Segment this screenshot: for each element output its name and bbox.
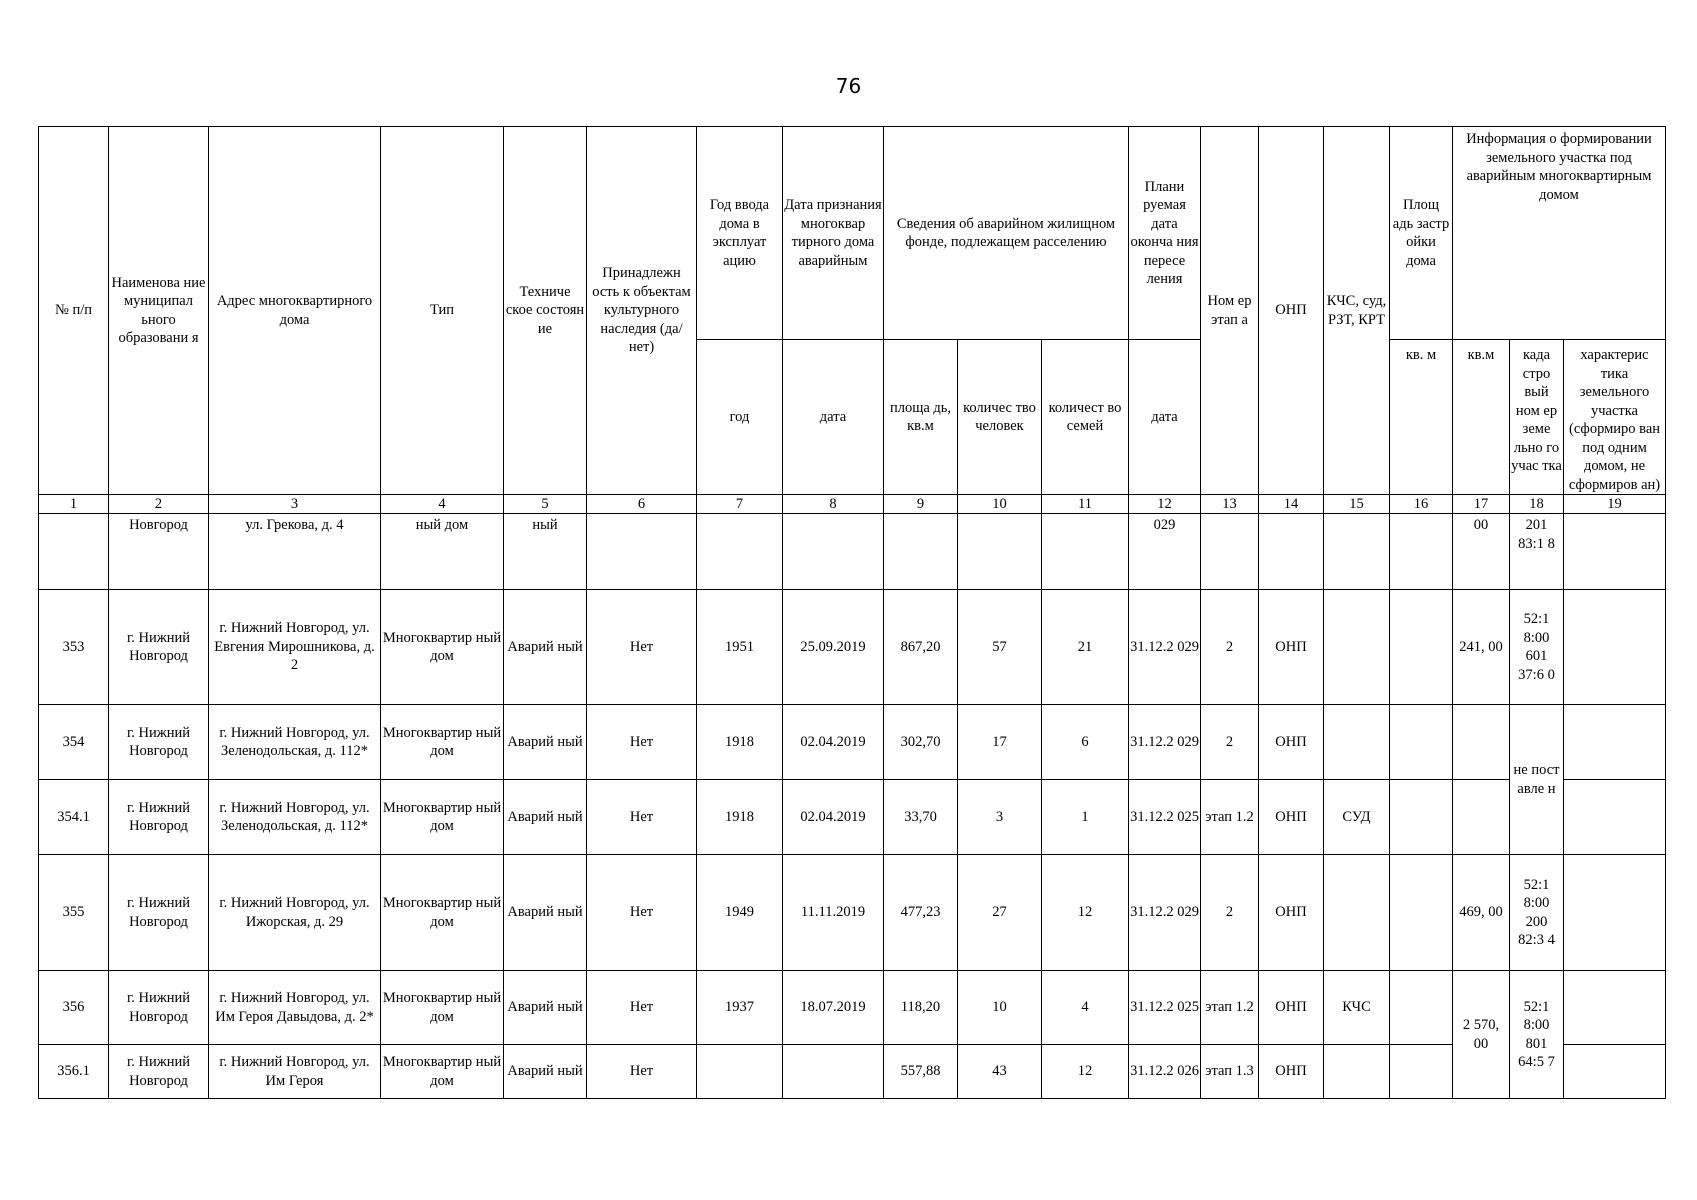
cell-people: 57 bbox=[958, 590, 1042, 705]
cell-heritage: Нет bbox=[587, 780, 697, 855]
cell-planned-date: 029 bbox=[1129, 514, 1201, 590]
cell-stage: этап 1.2 bbox=[1201, 971, 1259, 1045]
cell-characteristic bbox=[1564, 855, 1666, 971]
cell-kchs bbox=[1324, 1045, 1390, 1099]
header-address: Адрес многоквартирного дома bbox=[209, 127, 381, 495]
cell-type: ный дом bbox=[381, 514, 504, 590]
column-number: 9 bbox=[884, 495, 958, 514]
cell-type: Многоквартир ный дом bbox=[381, 855, 504, 971]
header-sub-families: количест во семей bbox=[1042, 340, 1129, 495]
cell-heritage bbox=[587, 514, 697, 590]
cell-technical-state: Аварий ный bbox=[504, 780, 587, 855]
header-stage-number: Ном ер этап а bbox=[1201, 127, 1259, 495]
cell-planned-date: 31.12.2 025 bbox=[1129, 971, 1201, 1045]
cell-municipality: г. Нижний Новгород bbox=[109, 855, 209, 971]
cell-technical-state: Аварий ный bbox=[504, 855, 587, 971]
cell-stage: 2 bbox=[1201, 855, 1259, 971]
cell-building-area bbox=[1390, 1045, 1453, 1099]
cell-stage: 2 bbox=[1201, 590, 1259, 705]
header-cultural-heritage: Принадлежн ость к объектам культурного наследия (да/нет) bbox=[587, 127, 697, 495]
cell-plot-area: 469, 00 bbox=[1453, 855, 1510, 971]
cell-heritage: Нет bbox=[587, 705, 697, 780]
header-onp: ОНП bbox=[1259, 127, 1324, 495]
cell-number: 355 bbox=[39, 855, 109, 971]
header-sub-date: дата bbox=[783, 340, 884, 495]
cell-building-area bbox=[1390, 590, 1453, 705]
cell-onp: ОНП bbox=[1259, 971, 1324, 1045]
cell-area: 302,70 bbox=[884, 705, 958, 780]
cell-address: г. Нижний Новгород, ул. Евгения Мирошникова, д. 2 bbox=[209, 590, 381, 705]
cell-address: г. Нижний Новгород, ул. Ижорская, д. 29 bbox=[209, 855, 381, 971]
cell-kchs bbox=[1324, 590, 1390, 705]
cell-stage: этап 1.3 bbox=[1201, 1045, 1259, 1099]
cell-type: Многоквартир ный дом bbox=[381, 780, 504, 855]
header-sub-building-area-unit: кв. м bbox=[1390, 340, 1453, 495]
cell-municipality: Новгород bbox=[109, 514, 209, 590]
column-number: 7 bbox=[697, 495, 783, 514]
cell-cadastral-merged: 52:1 8:00 801 64:5 7 bbox=[1510, 971, 1564, 1099]
cell-address: г. Нижний Новгород, ул. Зеленодольская, д. 112* bbox=[209, 780, 381, 855]
column-number: 1 bbox=[39, 495, 109, 514]
header-sub-area: площа дь, кв.м bbox=[884, 340, 958, 495]
cell-building-area bbox=[1390, 514, 1453, 590]
cell-technical-state: Аварий ный bbox=[504, 1045, 587, 1099]
cell-families: 6 bbox=[1042, 705, 1129, 780]
cell-families: 21 bbox=[1042, 590, 1129, 705]
column-number: 3 bbox=[209, 495, 381, 514]
cell-address: ул. Грекова, д. 4 bbox=[209, 514, 381, 590]
cell-date: 18.07.2019 bbox=[783, 971, 884, 1045]
header-planned-end-date: Плани руемая дата оконча ния пересе ления bbox=[1129, 127, 1201, 340]
cell-number: 354.1 bbox=[39, 780, 109, 855]
table-row bbox=[39, 1045, 1666, 1099]
column-number: 14 bbox=[1259, 495, 1324, 514]
cell-date: 02.04.2019 bbox=[783, 705, 884, 780]
table-row bbox=[39, 780, 1666, 855]
cell-plot-area bbox=[1453, 705, 1510, 780]
cell-stage: 2 bbox=[1201, 705, 1259, 780]
header-sub-year: год bbox=[697, 340, 783, 495]
cell-building-area bbox=[1390, 971, 1453, 1045]
table-row bbox=[39, 855, 1666, 971]
cell-technical-state: Аварий ный bbox=[504, 705, 587, 780]
column-number: 5 bbox=[504, 495, 587, 514]
cell-area: 867,20 bbox=[884, 590, 958, 705]
cell-onp: ОНП bbox=[1259, 705, 1324, 780]
cell-onp: ОНП bbox=[1259, 1045, 1324, 1099]
header-type: Тип bbox=[381, 127, 504, 495]
cell-address: г. Нижний Новгород, ул. Им Героя Давыдова, д. 2* bbox=[209, 971, 381, 1045]
table-row bbox=[39, 590, 1666, 705]
column-number: 17 bbox=[1453, 495, 1510, 514]
cell-cadastral: 52:1 8:00 200 82:3 4 bbox=[1510, 855, 1564, 971]
cell-year: 1951 bbox=[697, 590, 783, 705]
column-number: 18 bbox=[1510, 495, 1564, 514]
header-sub-people: количес тво человек bbox=[958, 340, 1042, 495]
cell-stage: этап 1.2 bbox=[1201, 780, 1259, 855]
cell-planned-date: 31.12.2 029 bbox=[1129, 705, 1201, 780]
header-number: № п/п bbox=[39, 127, 109, 495]
cell-people: 3 bbox=[958, 780, 1042, 855]
cell-stage bbox=[1201, 514, 1259, 590]
table-row bbox=[39, 971, 1666, 1045]
cell-planned-date: 31.12.2 026 bbox=[1129, 1045, 1201, 1099]
cell-onp: ОНП bbox=[1259, 780, 1324, 855]
cell-municipality: г. Нижний Новгород bbox=[109, 590, 209, 705]
cell-number: 354 bbox=[39, 705, 109, 780]
cell-building-area bbox=[1390, 780, 1453, 855]
cell-year: 1918 bbox=[697, 705, 783, 780]
header-building-area: Площ адь застр ойки дома bbox=[1390, 127, 1453, 340]
cell-characteristic bbox=[1564, 971, 1666, 1045]
header-commission-year: Год ввода дома в эксплуат ацию bbox=[697, 127, 783, 340]
header-sub-plot-area-unit: кв.м bbox=[1453, 340, 1510, 495]
cell-municipality: г. Нижний Новгород bbox=[109, 780, 209, 855]
cell-people: 27 bbox=[958, 855, 1042, 971]
cell-building-area bbox=[1390, 705, 1453, 780]
cell-number bbox=[39, 514, 109, 590]
cell-planned-date: 31.12.2 025 bbox=[1129, 780, 1201, 855]
cell-number: 356 bbox=[39, 971, 109, 1045]
cell-planned-date: 31.12.2 029 bbox=[1129, 590, 1201, 705]
cell-people bbox=[958, 514, 1042, 590]
cell-plot-area: 00 bbox=[1453, 514, 1510, 590]
cell-date bbox=[783, 514, 884, 590]
cell-type: Многоквартир ный дом bbox=[381, 971, 504, 1045]
cell-characteristic bbox=[1564, 1045, 1666, 1099]
cell-address: г. Нижний Новгород, ул. Зеленодольская, д. 112* bbox=[209, 705, 381, 780]
cell-characteristic bbox=[1564, 590, 1666, 705]
cell-cadastral: 52:1 8:00 601 37:6 0 bbox=[1510, 590, 1564, 705]
cell-date bbox=[783, 1045, 884, 1099]
cell-plot-area: 241, 00 bbox=[1453, 590, 1510, 705]
cell-year: 1949 bbox=[697, 855, 783, 971]
cell-onp: ОНП bbox=[1259, 855, 1324, 971]
emergency-housing-table bbox=[38, 126, 1666, 1099]
cell-characteristic bbox=[1564, 514, 1666, 590]
cell-people: 10 bbox=[958, 971, 1042, 1045]
cell-year bbox=[697, 514, 783, 590]
cell-building-area bbox=[1390, 855, 1453, 971]
column-number: 2 bbox=[109, 495, 209, 514]
column-number: 4 bbox=[381, 495, 504, 514]
cell-characteristic bbox=[1564, 705, 1666, 780]
column-number: 19 bbox=[1564, 495, 1666, 514]
cell-plot-area bbox=[1453, 780, 1510, 855]
cell-onp bbox=[1259, 514, 1324, 590]
column-number: 13 bbox=[1201, 495, 1259, 514]
cell-area bbox=[884, 514, 958, 590]
column-number: 16 bbox=[1390, 495, 1453, 514]
cell-year: 1918 bbox=[697, 780, 783, 855]
cell-area: 33,70 bbox=[884, 780, 958, 855]
cell-type: Многоквартир ный дом bbox=[381, 1045, 504, 1099]
header-plot-characteristic: характерис тика земельного участка (сформиро ван под одним домом, не сформиров ан) bbox=[1564, 340, 1666, 495]
header-emergency-fund-group: Сведения об аварийном жилищном фонде, подлежащем расселению bbox=[884, 127, 1129, 340]
column-number: 6 bbox=[587, 495, 697, 514]
column-number: 8 bbox=[783, 495, 884, 514]
cell-kchs bbox=[1324, 855, 1390, 971]
cell-technical-state: ный bbox=[504, 514, 587, 590]
cell-people: 43 bbox=[958, 1045, 1042, 1099]
cell-kchs bbox=[1324, 705, 1390, 780]
cell-onp: ОНП bbox=[1259, 590, 1324, 705]
cell-cadastral-merged: не пост авле н bbox=[1510, 705, 1564, 855]
cell-heritage: Нет bbox=[587, 590, 697, 705]
cell-cadastral: 201 83:1 8 bbox=[1510, 514, 1564, 590]
table-row-continuation bbox=[39, 514, 1666, 590]
table-row bbox=[39, 705, 1666, 780]
cell-address: г. Нижний Новгород, ул. Им Героя bbox=[209, 1045, 381, 1099]
cell-area: 557,88 bbox=[884, 1045, 958, 1099]
header-cadastral-number: када стро вый ном ер земе льно го учас тка bbox=[1510, 340, 1564, 495]
cell-kchs: КЧС bbox=[1324, 971, 1390, 1045]
cell-year bbox=[697, 1045, 783, 1099]
cell-families: 12 bbox=[1042, 1045, 1129, 1099]
cell-plot-area-merged: 2 570, 00 bbox=[1453, 971, 1510, 1099]
cell-year: 1937 bbox=[697, 971, 783, 1045]
cell-type: Многоквартир ный дом bbox=[381, 705, 504, 780]
column-number: 12 bbox=[1129, 495, 1201, 514]
cell-area: 477,23 bbox=[884, 855, 958, 971]
cell-characteristic bbox=[1564, 780, 1666, 855]
cell-kchs bbox=[1324, 514, 1390, 590]
column-number: 11 bbox=[1042, 495, 1129, 514]
header-sub-planned-date: дата bbox=[1129, 340, 1201, 495]
cell-kchs: СУД bbox=[1324, 780, 1390, 855]
header-emergency-date: Дата признания многоквар тирного дома аварийным bbox=[783, 127, 884, 340]
cell-number: 353 bbox=[39, 590, 109, 705]
cell-type: Многоквартир ный дом bbox=[381, 590, 504, 705]
cell-families: 1 bbox=[1042, 780, 1129, 855]
cell-municipality: г. Нижний Новгород bbox=[109, 705, 209, 780]
column-number-row bbox=[39, 495, 1666, 514]
cell-planned-date: 31.12.2 029 bbox=[1129, 855, 1201, 971]
column-number: 10 bbox=[958, 495, 1042, 514]
cell-number: 356.1 bbox=[39, 1045, 109, 1099]
page-number: 76 bbox=[835, 74, 862, 98]
cell-families: 12 bbox=[1042, 855, 1129, 971]
header-land-plot-group: Информация о формировании земельного участка под аварийным многоквартирным домом bbox=[1453, 127, 1666, 340]
header-technical-state: Техниче ское состоян ие bbox=[504, 127, 587, 495]
cell-technical-state: Аварий ный bbox=[504, 590, 587, 705]
column-number: 15 bbox=[1324, 495, 1390, 514]
cell-municipality: г. Нижний Новгород bbox=[109, 1045, 209, 1099]
cell-date: 11.11.2019 bbox=[783, 855, 884, 971]
cell-area: 118,20 bbox=[884, 971, 958, 1045]
cell-date: 02.04.2019 bbox=[783, 780, 884, 855]
cell-municipality: г. Нижний Новгород bbox=[109, 971, 209, 1045]
cell-technical-state: Аварий ный bbox=[504, 971, 587, 1045]
cell-date: 25.09.2019 bbox=[783, 590, 884, 705]
cell-families bbox=[1042, 514, 1129, 590]
cell-heritage: Нет bbox=[587, 1045, 697, 1099]
header-kchs: КЧС, суд, РЗТ, КРТ bbox=[1324, 127, 1390, 495]
header-municipality: Наименова ние муниципал ьного образовани я bbox=[109, 127, 209, 495]
cell-heritage: Нет bbox=[587, 971, 697, 1045]
cell-heritage: Нет bbox=[587, 855, 697, 971]
cell-people: 17 bbox=[958, 705, 1042, 780]
cell-families: 4 bbox=[1042, 971, 1129, 1045]
